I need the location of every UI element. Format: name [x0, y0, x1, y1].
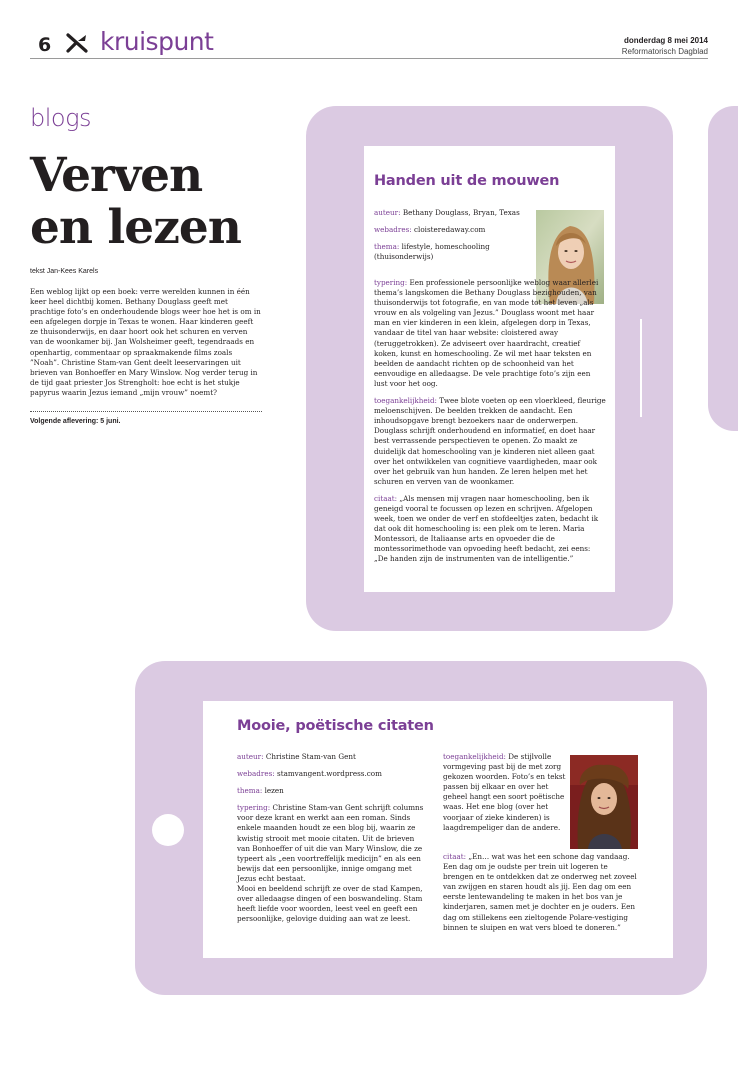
- kruispunt-logo-icon: [66, 33, 88, 53]
- blog1-webadres[interactable]: webadres: cloisteredaway.com: [374, 225, 486, 235]
- blog1-body: [374, 278, 606, 572]
- dateline: [622, 35, 708, 57]
- issue-date: donderdag 8 mei 2014: [623, 36, 708, 45]
- blog2-typering: typering: Christine Stam-van Gent schrijft columns voor deze krant en werkt aan een roman. Sinds enkele maanden houdt ze een blog bij, waarin ze kwistig strooit met mooie citaten. Uit de brieven van Bonhoeffer of uit die van Mary Winslow, die ze typeert als „een voortreffelijk medicijn” en als een bewijs dat een persoonlijke, innige omgang met Jezus echt bestaat.: [237, 803, 424, 883]
- header-divider: [30, 58, 708, 59]
- blog2-author-photo: [570, 755, 638, 849]
- blog1-toegankelijkheid: toegankelijkheid: Twee blote voeten op een vloerkleed, fleurige meloenschijven. De beelden trekken de aandacht. Een inhoudsopgave brengt bezoekers naar de onderwerpen. Douglass schrijft onderhoudend en informatief, en doet haar best verrassende perspectieven te openen. Zo maakt ze duidelijk dat homeschooling van je kinderen niet alleen gaat over het ontwikkelen van cognitieve vaardigheden, maar ook over het gebruik van hun handen. Ze leren helpen met het schuren en verven van de woonkamer.: [374, 396, 606, 486]
- blog1-thema: thema: lifestyle, homeschooling (thuisonderwijs): [374, 242, 490, 262]
- article-intro: Een weblog lijkt op een boek: verre werelden kunnen in één keer heel dichtbij komen. Bethany Douglass geeft met prachtige foto’s en onderhoudende blogs weer hoe het is om in een afgelegen dorpje in Texas te wonen. Haar kinderen geeft ze thuisonderwijs, en daar hoort ook het schuren en verven van de woonkamer bij. Jan Wolsheimer geeft, tegendraads en openhartig, commentaar op spraakmakende films zoals ”Noah”. Christine Stam-van Gent deelt leeservaringen uit brieven van Bonhoeffer en Mary Winslow. Nog verder terug in de tijd gaat priester Jos Strengholt: hoe echt is het stukje papyrus waarin Jezus iemand „mijn vrouw” noemt?: [30, 287, 261, 397]
- article-kicker: blogs: [30, 104, 91, 132]
- headline-line-1: Verven: [30, 148, 203, 203]
- blog2-title: Mooie, poëtische citaten: [237, 718, 434, 734]
- tablet-camera-circle: [152, 814, 184, 846]
- section-title: kruispunt: [100, 27, 214, 56]
- blog2-typering-continued: Mooi en beeldend schrijft ze over de stad Kampen, over alledaagse dingen of een boswandeling. Stam heeft liefde voor woorden, leest veel en geeft een persoonlijke, gelovige duiding aan wat ze leest.: [237, 884, 423, 924]
- blog1-auteur: auteur: Bethany Douglass, Bryan, Texas: [374, 208, 520, 217]
- blog1-typering: typering: Een professionele persoonlijke weblog waar allerlei thema’s langskomen die Bethany Douglass bezighouden, van thuisonderwijs tot fotografie, en van mode tot het leven „als vrouw en als volgeling van Jezus.” Douglass woont met haar man en vier kinderen in een klein, afgelegen dorp in Texas, vandaar de titel van haar website: cloistered away (teruggetrokken). Ze adviseert over haardracht, creatief koken, kunst en homeschooling. Ze wil met haar teksten en beelden de aandacht richten op de schoonheid van het eenvoudige en alledaagse. De vele prachtige foto’s zijn een lust voor het oog.: [374, 278, 599, 388]
- headline-line-2: en lezen: [30, 200, 241, 255]
- blog2-left-column: [237, 752, 429, 924]
- tablet-home-button: [640, 319, 642, 417]
- blog2-auteur: auteur: Christine Stam-van Gent: [237, 752, 356, 761]
- blog2-citaat: citaat: „En… wat was het een schone dag vandaag. Een dag om je oudste per trein uit logeren te brengen en te ontdekken dat ze onderweg net zoveel van zwijgen en staren houdt als jij. Een dag om een eerste lentewandeling te maken in het bos van je kinderjaren, samen met je dochter en je ouders. Een dag om stillekens een zieltogende Polare-vestiging binnen te sluipen en wat vers bloed te doneren.”: [443, 852, 637, 932]
- next-episode-note: Volgende aflevering: 5 juni.: [30, 418, 121, 425]
- blog2-toegankelijkheid: toegankelijkheid: De stijlvolle vormgeving past bij de met zorg gekozen woorden. Foto’s en tekst passen bij elkaar en over het geheel hangt een soort poëtische waas. Het ene blog (over het voorjaar of zieke kinderen) is laagdrempeliger dan de andere.: [443, 752, 566, 832]
- blog1-citaat: citaat: „Als mensen mij vragen naar homeschooling, ben ik geneigd vooral te focussen op lezen en schrijven. Afgelopen week, toen we onder de verf en stofdeeltjes zaten, bedacht ik dat ook dit homeschooling is: een plek om te leren. Maria Montessori, de Italiaanse arts en opvoeder die de montessorimethode van opvoeding heeft bedacht, zei eens: „De handen zijn de instrumenten van de intelligentie.”: [374, 493, 599, 564]
- article-byline: tekst Jan-Kees Karels: [30, 268, 99, 275]
- blog2-webadres[interactable]: webadres: stamvangent.wordpress.com: [237, 769, 382, 779]
- publication-name: Reformatorisch Dagblad: [621, 47, 708, 56]
- blog1-meta: [374, 208, 530, 269]
- blog1-title: Handen uit de mouwen: [374, 173, 560, 189]
- dotted-divider: [30, 411, 262, 412]
- article-headline: [30, 150, 270, 254]
- blog2-thema: thema: lezen: [237, 786, 284, 796]
- tablet-edge-decoration: [708, 106, 738, 431]
- page-number: 6: [38, 34, 52, 56]
